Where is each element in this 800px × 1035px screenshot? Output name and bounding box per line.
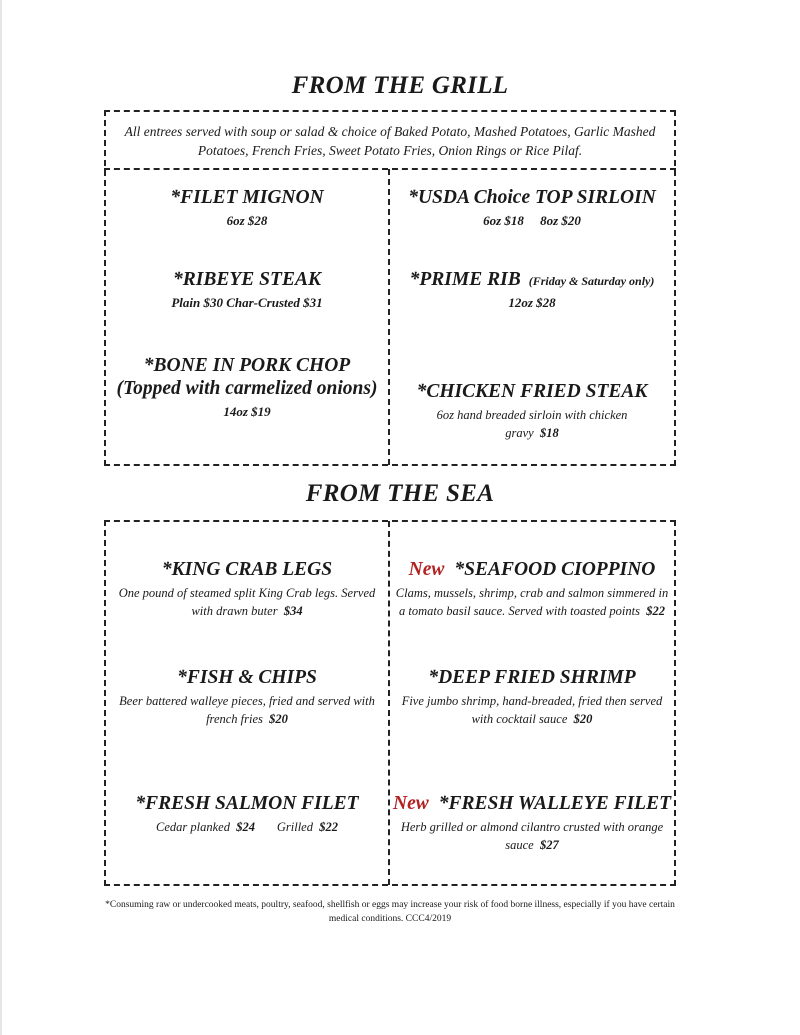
menu-item-fish-and-chips xyxy=(112,666,382,728)
item-price: $27 xyxy=(539,838,559,852)
item-price: 6oz $18 8oz $20 xyxy=(483,213,581,228)
item-price: $22 xyxy=(646,604,665,618)
item-desc: Cedar planked $24 Grilled $22 xyxy=(156,820,338,834)
item-desc: Five jumbo shrimp, hand-breaded, fried then served with cocktail sauce $20 xyxy=(401,694,663,726)
item-desc: Clams, mussels, shrimp, crab and salmon simmered in a tomato basil sauce. Served with toasted points $22 xyxy=(395,586,669,618)
item-name: *BONE IN PORK CHOP (Topped with carmelized onions) xyxy=(116,355,378,399)
item-desc: 6oz hand breaded sirloin with chicken gravy $18 xyxy=(436,408,628,440)
menu-item-filet-mignon xyxy=(106,186,388,229)
menu-item-deep-fried-shrimp xyxy=(392,666,672,728)
item-price: $20 xyxy=(269,712,288,726)
item-name: *SEAFOOD CIOPPINO xyxy=(454,559,656,580)
item-name: *DEEP FRIED SHRIMP xyxy=(428,667,636,688)
section-title-sea: FROM THE SEA xyxy=(305,480,495,507)
menu-item-fresh-walleye-filet xyxy=(392,792,672,854)
item-price: 14oz $19 xyxy=(223,404,271,419)
item-price: Plain $30 Char-Crusted $31 xyxy=(171,295,323,310)
item-note: (Friday & Saturday only) xyxy=(528,274,655,288)
menu-item-pork-chop xyxy=(110,354,384,420)
item-name: *USDA Choice TOP SIRLOIN xyxy=(408,187,656,208)
item-name: *KING CRAB LEGS xyxy=(161,559,333,580)
grill-intro-text: All entrees served with soup or salad & choice of Baked Potato, Mashed Potatoes, Garlic Mashed Potatoes, French Fries, Sweet Potato Fries, Onion Rings or Rice Pilaf. xyxy=(124,124,656,158)
item-name: *FISH & CHIPS xyxy=(177,667,317,688)
menu-item-king-crab-legs xyxy=(112,558,382,620)
menu-item-ribeye xyxy=(106,268,388,311)
item-price: 12oz $28 xyxy=(508,295,556,310)
sea-column-divider xyxy=(388,521,390,885)
item-price: 6oz $28 xyxy=(226,213,268,228)
item-price: $34 xyxy=(283,604,303,618)
item-name: *PRIME RIB xyxy=(409,269,521,290)
new-badge: New xyxy=(393,793,429,814)
item-price: $18 xyxy=(539,426,559,440)
page-edge xyxy=(0,0,2,1035)
item-price: $20 xyxy=(573,712,593,726)
item-desc: Beer battered walleye pieces, fried and served with french fries $20 xyxy=(119,694,375,726)
item-name: *FRESH WALLEYE FILET xyxy=(438,793,671,814)
footnote-disclaimer: *Consuming raw or undercooked meats, poultry, seafood, shellfish or eggs may increase your risk of food borne illness, especially if you have certain medical conditions. CCC4/2019 xyxy=(105,900,675,924)
section-title-grill: FROM THE GRILL xyxy=(291,72,509,99)
item-name: *CHICKEN FRIED STEAK xyxy=(416,381,648,402)
item-desc: Herb grilled or almond cilantro crusted with orange sauce $27 xyxy=(400,820,664,852)
item-name: *FRESH SALMON FILET xyxy=(135,793,359,814)
item-desc: One pound of steamed split King Crab legs. Served with drawn buter $34 xyxy=(118,586,376,618)
grill-intro-divider xyxy=(104,168,676,170)
menu-item-prime-rib xyxy=(390,268,674,311)
item-name: *RIBEYE STEAK xyxy=(173,269,321,290)
new-badge: New xyxy=(408,559,445,580)
menu-item-seafood-cioppino xyxy=(392,558,672,620)
menu-item-chicken-fried-steak xyxy=(416,380,648,442)
item-name: *FILET MIGNON xyxy=(170,187,324,208)
menu-item-fresh-salmon-filet xyxy=(112,792,382,836)
menu-item-top-sirloin xyxy=(390,186,674,229)
